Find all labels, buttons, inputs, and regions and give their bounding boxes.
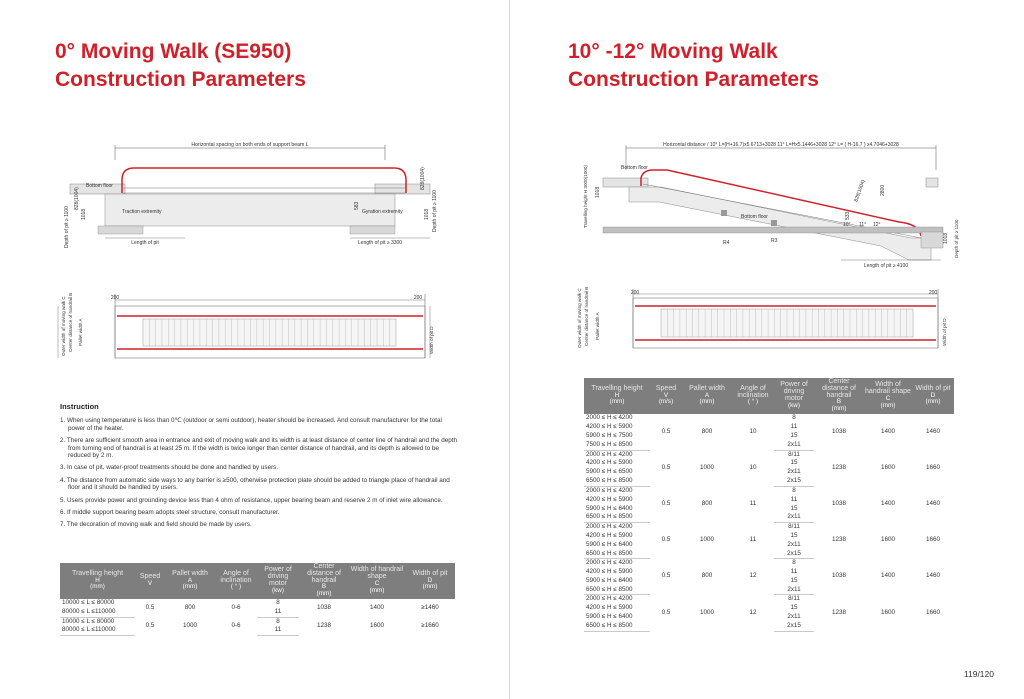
instruction-item: 3. In case of pit, water-proof treatments should be done and handled by users. xyxy=(60,464,279,472)
table-row: 80000 ≤ L ≤110000 11 xyxy=(60,608,455,617)
instructions-title: Instruction xyxy=(60,402,99,411)
flat-dim-1018-left: 1018 xyxy=(81,208,87,220)
table-row-group xyxy=(584,559,954,595)
instruction-item: 7. The decoration of moving walk and field should be made by users. xyxy=(60,521,252,529)
flat-length-pit-right: Length of pit ≥ 3300 xyxy=(357,240,403,246)
left-title-line1: 0° Moving Walk (SE950) xyxy=(55,40,292,63)
inclined-dim-533: 533 xyxy=(845,211,851,220)
inclined-dim-2800: 2800 xyxy=(880,184,886,196)
inclined-bottom-floor-top: Bottom floor xyxy=(621,165,648,171)
table-row: 4200 ≤ H ≤ 5900 11 xyxy=(586,495,798,503)
table-row: 2000 ≤ H ≤ 4200 0.5 800 10 8 1038 1400 1460 xyxy=(586,414,940,435)
column-header: Power of driving motor (kw) xyxy=(774,378,814,414)
table-row: 80000 ≤ L ≤110000 11 xyxy=(60,626,455,635)
inclined-span-label: Horizontal distance / 10° L=(H+16.7)x5.6713+3028 11° L=Hx5.1446+3028 12° L= ( H-16.7 ) x4.7046+3028 xyxy=(663,142,899,148)
column-header: Center distance of handrail B (mm) xyxy=(814,378,864,414)
table-row: 6500 ≤ H ≤ 8500 2x15 xyxy=(584,550,954,559)
column-header: Pallet width A (mm) xyxy=(165,563,215,599)
table-row: 6500 ≤ H ≤ 8500 2x15 xyxy=(584,477,954,486)
inclined-angle-10: 10° xyxy=(843,222,851,228)
traction-extremity-label: Traction extremity xyxy=(122,209,162,215)
column-header: Pallet width A (mm) xyxy=(682,378,732,414)
flat-depth-right: Depth of pit ≥ 1100 xyxy=(432,190,438,232)
right-title-line1: 10° -12° Moving Walk xyxy=(568,40,778,63)
left-title-line2: Construction Parameters xyxy=(55,68,306,91)
instructions-block xyxy=(60,403,460,534)
flat-dim-583: 583 xyxy=(354,201,360,210)
table-row: 6500 ≤ H ≤ 8500 2x11 xyxy=(584,513,954,522)
right-page xyxy=(511,0,1024,699)
column-header: Width of handrail shape C (mm) xyxy=(864,378,912,414)
column-header: Width of pit D (mm) xyxy=(405,563,455,599)
column-header: Center distance of handrail B (mm) xyxy=(299,563,349,599)
inclined-angle-11: 11° xyxy=(859,222,867,228)
inclined-center-distance-label: Center distance of handrail B xyxy=(584,286,589,346)
column-header: Angle of inclination ( ° ) xyxy=(732,378,774,414)
flat-walk-side-elevation xyxy=(60,140,450,250)
table-row: 5900 ≤ H ≤ 6400 15 xyxy=(586,576,798,584)
table-row: 4200 ≤ H ≤ 5900 11 xyxy=(586,567,798,575)
instructions-list xyxy=(60,417,460,528)
table-row-group xyxy=(60,599,455,617)
flat-outer-width-label: Outer width of moving walk C xyxy=(61,296,66,356)
table-row-group xyxy=(584,522,954,558)
flat-pit-width-label: Width of pit D xyxy=(429,326,434,354)
column-header: Width of handrail shape C (mm) xyxy=(349,563,405,599)
right-page-title xyxy=(568,38,819,94)
flat-depth-left: Depth of pit ≥ 1100 xyxy=(64,206,70,248)
table-row: 4200 ≤ H ≤ 5900 15 xyxy=(586,459,798,467)
inclined-r4: R4 xyxy=(723,240,730,246)
table-row: 5900 ≤ H ≤ 6500 2x11 xyxy=(586,468,801,476)
instruction-item: 5. Users provide power and grounding device less than 4 ohm of resistance, upper bearing beam and reserve 2 m of inlet wire allowance. xyxy=(60,496,443,504)
inclined-r3: R3 xyxy=(771,238,778,244)
right-title-line2: Construction Parameters xyxy=(568,68,819,91)
inclined-walk-side-elevation xyxy=(581,140,966,275)
flat-walk-spec-table xyxy=(60,563,455,636)
table-row: 2000 ≤ H ≤ 4200 0.5 800 12 8 1038 1400 1460 xyxy=(586,559,940,580)
table-row-group xyxy=(584,595,954,631)
inclined-dim-1018-right: 1018 xyxy=(943,232,949,244)
instruction-item: 6. If middle support bearing beam adopts steel structure, consult manufacturer. xyxy=(60,509,280,517)
table-row: 4200 ≤ H ≤ 5900 15 xyxy=(586,604,798,612)
table-row: 6500 ≤ H ≤ 8500 2x11 xyxy=(584,586,954,595)
inclined-length-pit: Length of pit ≥ 4100 xyxy=(863,263,909,269)
inclined-dim-1018-left: 1018 xyxy=(595,186,601,198)
flat-dim-828-left: 828(1004) xyxy=(74,187,80,210)
inclined-pit-width-label: Width of pit D xyxy=(942,318,947,346)
inclined-walk-plan xyxy=(573,288,958,358)
table-row-group xyxy=(60,617,455,635)
flat-span-label: Horizontal spacing on both ends of support beam L xyxy=(191,142,309,148)
table-row-group xyxy=(584,450,954,486)
table-row: 2000 ≤ H ≤ 4200 0.5 1000 10 8/11 1238 1600 1660 xyxy=(586,450,940,471)
column-header: Speed V xyxy=(135,563,165,599)
column-header: Travelling height H (mm) xyxy=(60,563,135,599)
column-header: Width of pit D (mm) xyxy=(912,378,954,414)
table-row: 5900 ≤ H ≤ 7500 15 xyxy=(586,432,798,440)
left-page-title xyxy=(55,38,306,94)
column-header: Power of driving motor (kw) xyxy=(257,563,299,599)
table-row: 5900 ≤ H ≤ 6400 2x11 xyxy=(586,540,801,548)
flat-walk-plan xyxy=(55,292,440,370)
table-row: 2000 ≤ H ≤ 4200 0.5 1000 11 8/11 1238 1600 1660 xyxy=(586,522,940,544)
table-row: 7500 ≤ H ≤ 8500 2x11 xyxy=(584,441,954,450)
flat-length-pit-left: Length of pit xyxy=(131,240,159,246)
column-header: Speed V (m/s) xyxy=(650,378,682,414)
flat-center-distance-label: Center distance of handrail B xyxy=(68,292,73,352)
inclined-travel-height: Travelling height H 3000(1000) xyxy=(583,165,588,228)
flat-dim-200-right: 200 xyxy=(413,295,423,301)
inclined-pallet-width-label: Pallet width A xyxy=(595,312,600,340)
instruction-item: 1. When using temperature is less than 0℃ (outdoor or semi outdoor), heater should be increased. And consult manufacturer for the total power of the heater. xyxy=(60,417,442,432)
inclined-dim-828: 828(1004) xyxy=(853,179,867,203)
inclined-dim-200-left: 200 xyxy=(630,290,640,296)
table-row: 5900 ≤ H ≤ 6400 2x11 xyxy=(586,613,801,621)
inclined-depth-pit: Depth of pit ≥ 1100 xyxy=(954,219,959,258)
table-row-group xyxy=(584,486,954,522)
inclined-dim-200-right: 200 xyxy=(928,290,938,296)
left-page xyxy=(0,0,510,699)
table-row: 6500 ≤ H ≤ 8500 2x15 xyxy=(584,622,954,631)
column-header: Travelling height H (mm) xyxy=(584,378,650,414)
table-row: 4200 ≤ H ≤ 5900 11 xyxy=(586,423,798,431)
instruction-item: 4. The distance from automatic side ways to any barrier is ≥500, otherwise protection plate should be added to triangle place of handrail and floor and it should be handled by users. xyxy=(60,476,450,492)
flat-bottom-floor-label: Bottom floor xyxy=(86,183,113,189)
table-row-group xyxy=(584,414,954,450)
inclined-angle-12: 12° xyxy=(873,222,881,228)
page-number: 119/120 xyxy=(963,669,994,679)
inclined-bottom-floor-low: Bottom floor xyxy=(741,214,768,220)
flat-dim-828-right: 828(1004) xyxy=(420,167,426,190)
table-row: 2000 ≤ H ≤ 4200 0.5 1000 12 8/11 1238 1600 1660 xyxy=(586,595,940,616)
instruction-item: 2. There are sufficient smooth area in entrance and exit of moving walk and its width is at least distance of center line of handrail and the depth from turning end of handrail is at least 25 m. If the width is twice longer than center distance of handrail, and its depth is allowed to be reduced by 2 m. xyxy=(60,437,458,460)
table-row: 10000 ≤ L ≤ 80000 0.5 1000 0-6 8 1238 1600 ≥1660 xyxy=(62,617,439,629)
inclined-outer-width-label: Outer width of moving walk C xyxy=(577,288,582,348)
flat-pallet-width-label: Pallet width A xyxy=(78,318,83,346)
gyration-extremity-label: Gyration extremity xyxy=(362,209,403,215)
flat-dim-1018-right: 1018 xyxy=(424,208,430,220)
table-row: 2000 ≤ H ≤ 4200 0.5 800 11 8 1038 1400 1460 xyxy=(586,486,940,508)
table-row: 10000 ≤ L ≤ 80000 0.5 800 0-6 8 1038 1400 ≥1460 xyxy=(62,599,439,611)
table-row: 4200 ≤ H ≤ 5900 15 xyxy=(586,531,798,539)
table-row: 5900 ≤ H ≤ 6400 15 xyxy=(586,504,798,512)
inclined-walk-spec-table xyxy=(584,378,954,632)
column-header: Angle of inclination ( ° ) xyxy=(215,563,257,599)
flat-dim-200-left: 200 xyxy=(110,295,120,301)
